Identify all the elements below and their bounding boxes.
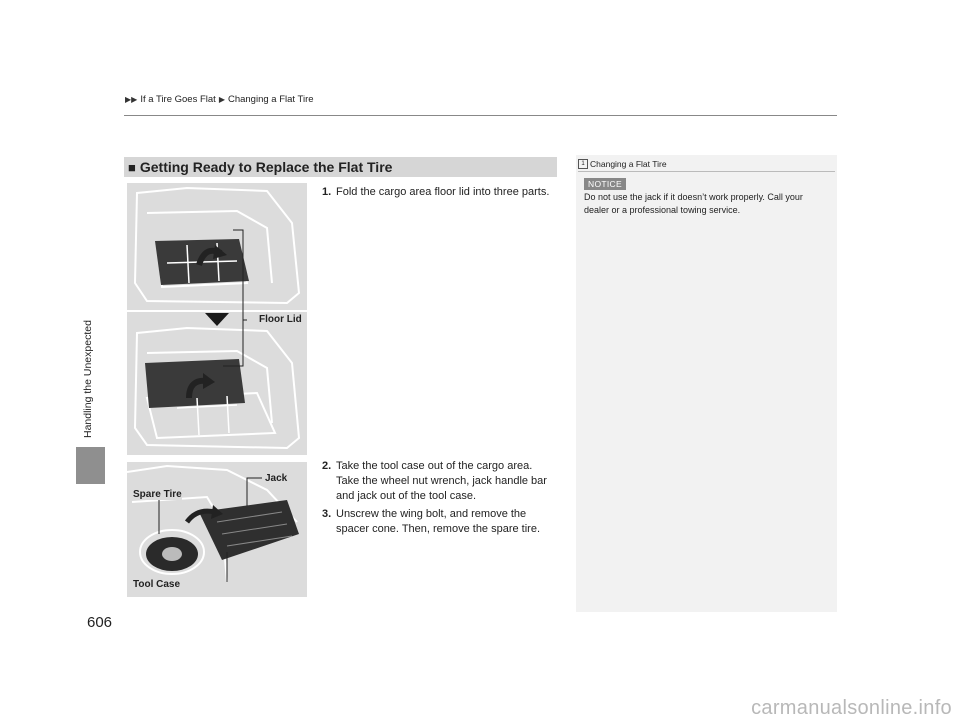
- note-title: [578, 159, 667, 169]
- side-tab-label: Handling the Unexpected: [82, 320, 94, 438]
- step-1: [322, 185, 549, 200]
- breadcrumb-arrow-icon: ▶: [218, 95, 225, 104]
- note-title-text: Changing a Flat Tire: [590, 159, 667, 169]
- side-note-panel: [576, 155, 837, 612]
- section-title: Getting Ready to Replace the Flat Tire: [139, 159, 393, 175]
- floor-lid-label: Floor Lid: [259, 314, 302, 325]
- step-text: Take the wheel nut wrench, jack handle bar: [336, 475, 547, 487]
- breadcrumb-item[interactable]: Changing a Flat Tire: [227, 94, 314, 105]
- step-text: Unscrew the wing bolt, and remove the: [336, 508, 527, 520]
- note-box-icon: 1: [578, 159, 588, 169]
- step-text: Take the tool case out of the cargo area.: [336, 460, 533, 472]
- step-text: and jack out of the tool case.: [336, 490, 477, 502]
- tool-case-label: Tool Case: [133, 579, 181, 590]
- breadcrumb-item[interactable]: If a Tire Goes Flat: [140, 94, 216, 105]
- step-text: spacer cone. Then, remove the spare tire.: [336, 523, 541, 535]
- notice-badge: NOTICE: [584, 178, 626, 190]
- side-tab-marker: [76, 447, 105, 484]
- jack-label: Jack: [265, 473, 288, 484]
- page-number: 606: [87, 614, 113, 631]
- breadcrumb-arrow-icon: ▶▶: [125, 95, 138, 104]
- section-heading: [124, 157, 557, 177]
- note-divider: [578, 171, 835, 172]
- watermark: carmanualsonline.info: [751, 697, 952, 719]
- step-text: Fold the cargo area floor lid into three parts.: [336, 186, 550, 198]
- step-number: 2.: [322, 460, 332, 472]
- step-3: [322, 507, 540, 537]
- step-number: 3.: [322, 508, 332, 520]
- spare-tire-label: Spare Tire: [133, 489, 182, 500]
- section-marker-icon: ■: [128, 159, 136, 175]
- note-body: Do not use the jack if it doesn’t work properly. Call your dealer or a professional towing service.: [584, 192, 803, 215]
- breadcrumb: [125, 94, 314, 105]
- step-number: 1.: [322, 186, 332, 198]
- header-divider: [124, 115, 837, 116]
- step-2: [322, 459, 547, 504]
